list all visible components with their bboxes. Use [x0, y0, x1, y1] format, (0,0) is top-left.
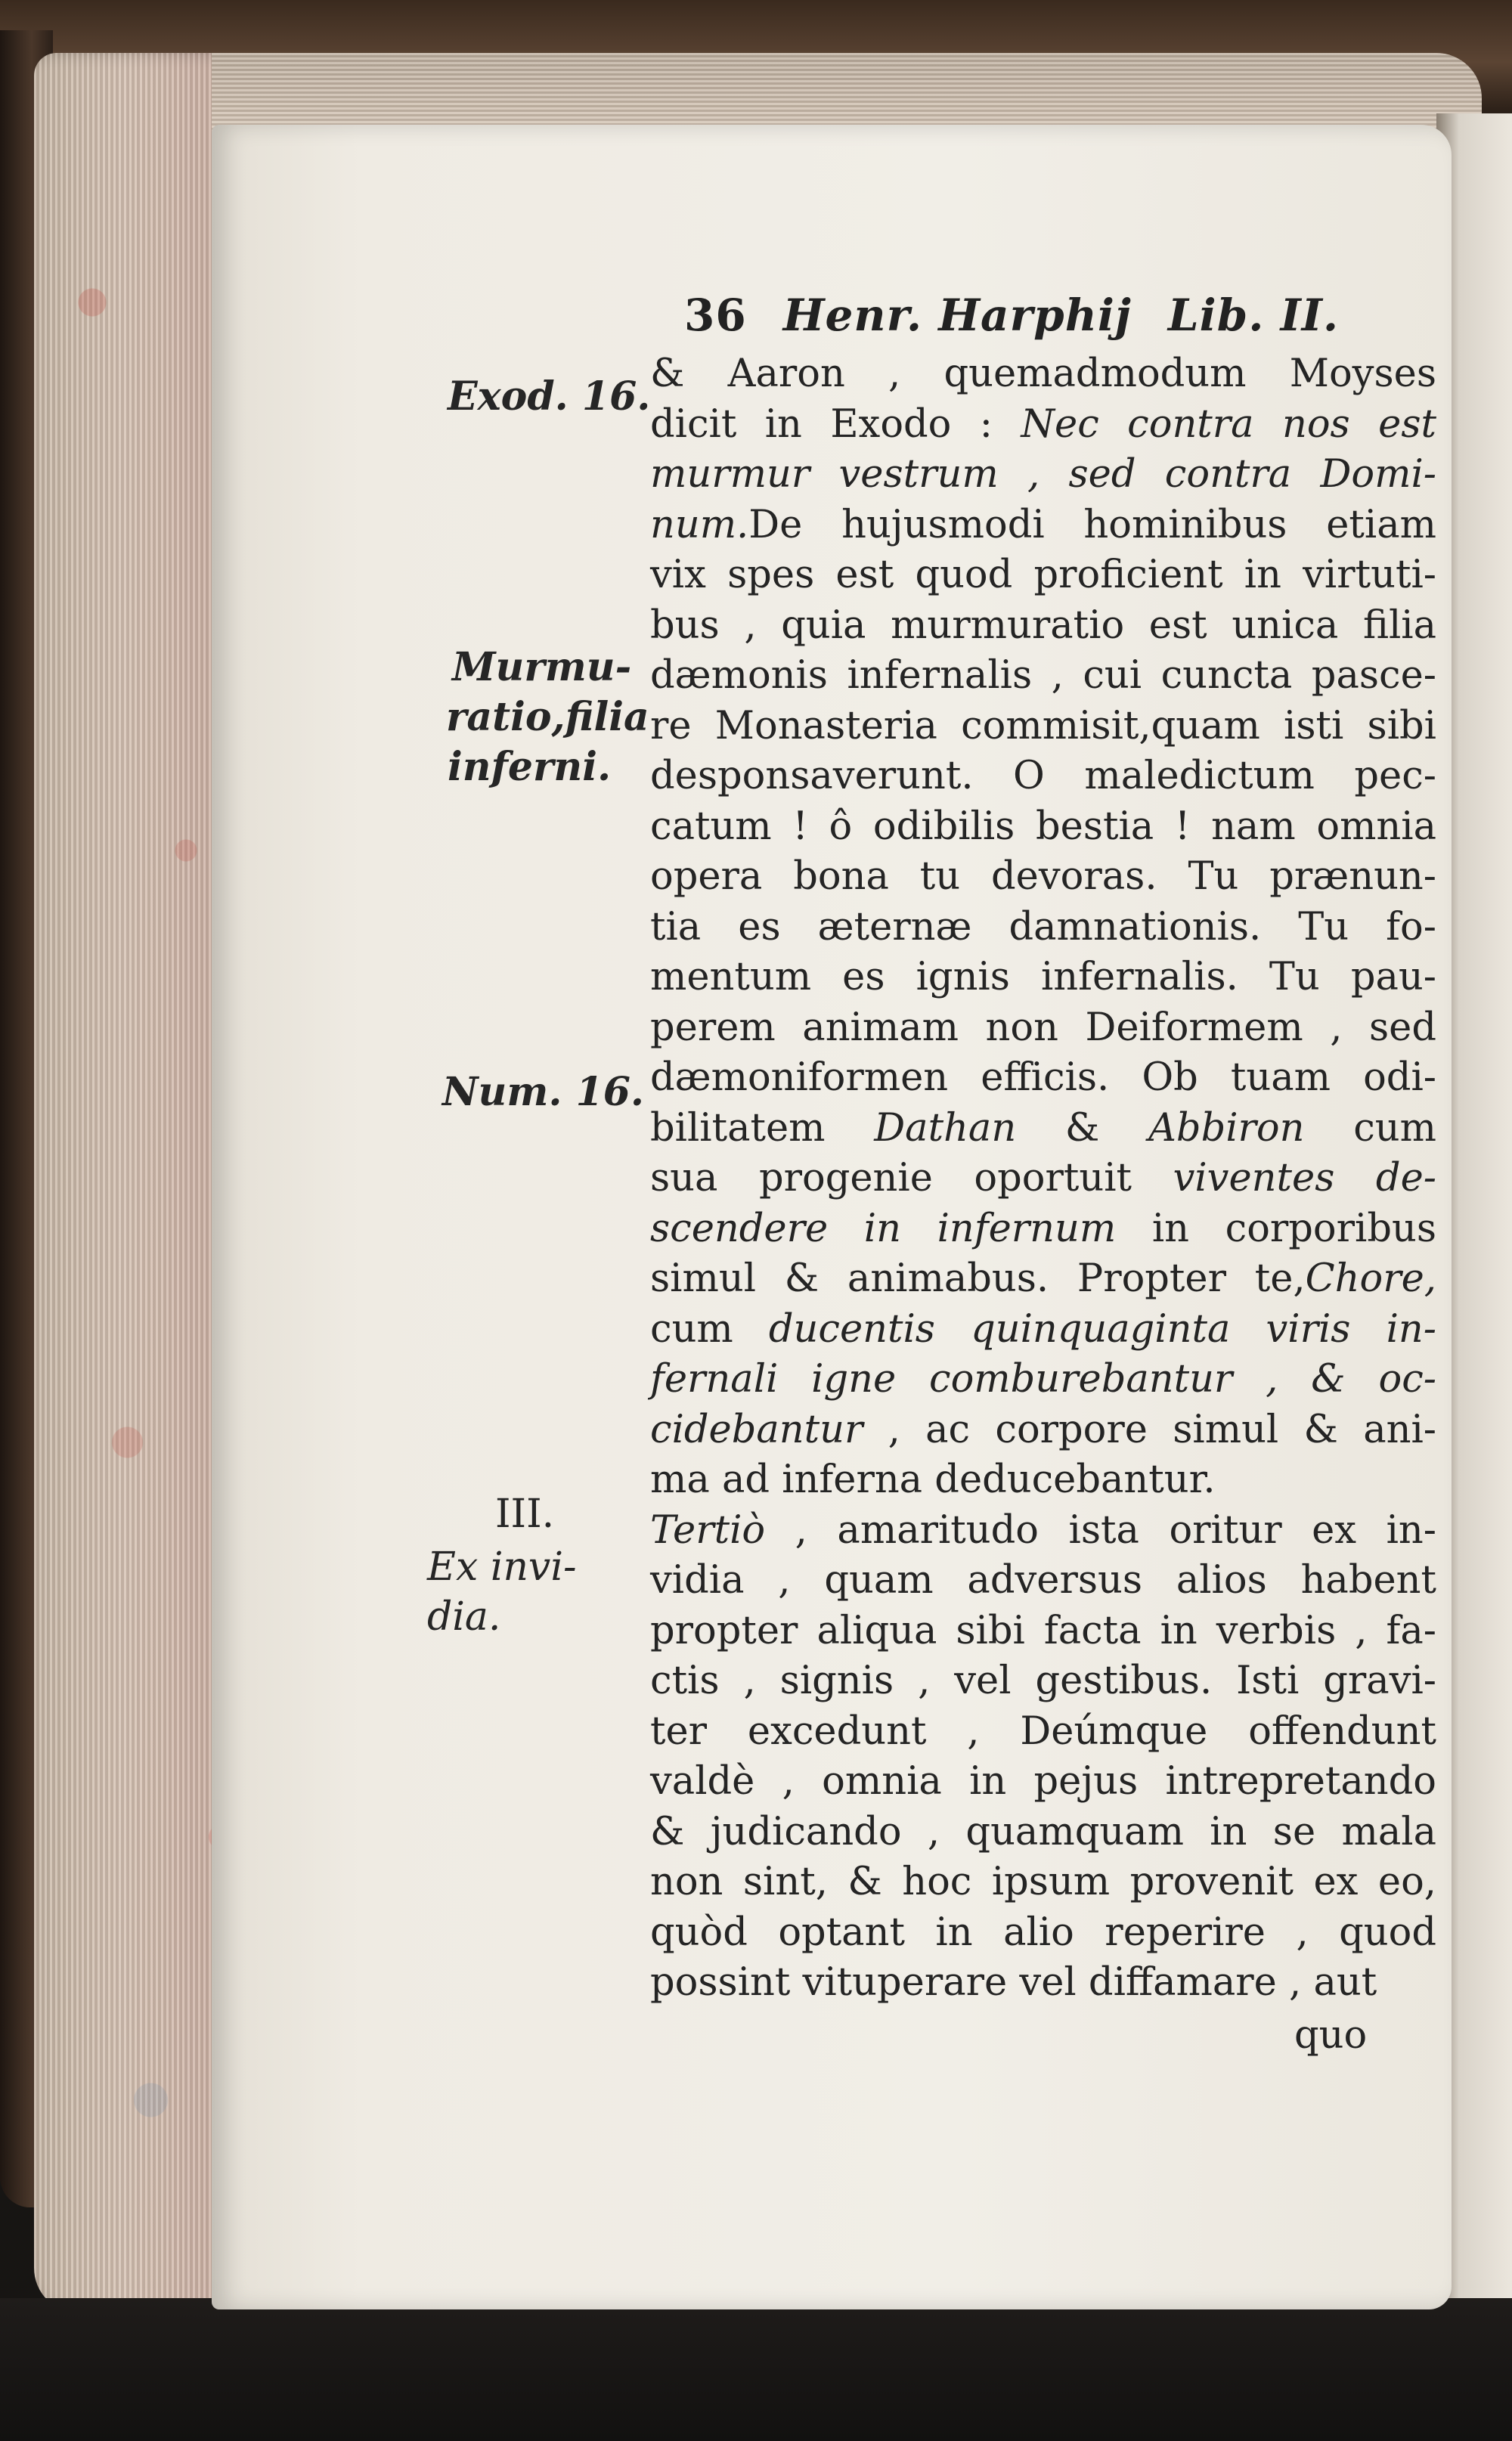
text-line: ma ad inferna deducebantur.: [650, 1457, 1216, 1502]
page-number: 36: [684, 290, 747, 341]
margin-note-invidia-line2: dia.: [427, 1594, 501, 1640]
text-line: num.De hujusmodi hominibus etiam: [650, 502, 1436, 547]
text-line: perem animam non Deiformem , sed: [650, 1005, 1436, 1050]
text-line: cidebantur , ac corpore simul & ani-: [650, 1407, 1436, 1452]
text-line: catum ! ô odibilis bestia ! nam omnia: [650, 804, 1436, 849]
text-line: cum ducentis quinquaginta viris in-: [650, 1306, 1436, 1352]
text-line: bus , quia murmuratio est unica filia: [650, 603, 1436, 648]
text-line: possint vituperare vel diffamare , aut: [650, 1960, 1377, 2005]
text-line: bilitatem Dathan & Abbiron cum: [650, 1105, 1436, 1151]
text-line: ctis , signis , vel gestibus. Isti gravi-: [650, 1659, 1436, 1703]
text-line: scendere in infernum in corporibus: [650, 1206, 1436, 1251]
text-line: simul & animabus. Propter te,Chore,: [650, 1256, 1436, 1301]
body-text: [650, 349, 1436, 2009]
text-line: opera bona tu devoras. Tu prænun-: [650, 854, 1436, 899]
text-line: & judicando , quamquam in se mala: [650, 1809, 1436, 1854]
text-line: dicit in Exodo : Nec contra nos est: [650, 401, 1436, 447]
text-line: vidia , quam adversus alios habent: [650, 1558, 1436, 1603]
text-line: valdè , omnia in pejus intrepretando: [650, 1759, 1436, 1804]
text-line: dæmonis infernalis , cui cuncta pasce-: [650, 653, 1436, 698]
text-line: dæmoniformen efficis. Ob tuam odi-: [650, 1055, 1436, 1100]
text-line: re Monasteria commisit,quam isti sibi: [650, 703, 1436, 748]
text-line: desponsaverunt. O maledictum pec-: [650, 754, 1436, 798]
margin-note-numeral-iii: III.: [495, 1492, 555, 1537]
margin-note-invidia-line1: Ex invi-: [427, 1544, 577, 1590]
running-head: [684, 290, 1380, 348]
catchword: quo: [1294, 2013, 1368, 2058]
text-line: non sint, & hoc ipsum provenit ex eo,: [650, 1860, 1436, 1904]
text-line: vix spes est quod proficient in virtuti-: [650, 553, 1436, 597]
text-line: ter excedunt , Deúmque offendunt: [650, 1708, 1436, 1754]
page-block-top: [212, 53, 1482, 136]
text-line: tia es æternæ damnationis. Tu fo-: [650, 904, 1436, 949]
margin-note-murmuratio-line2: ratio,filia: [446, 694, 649, 740]
margin-note-murmuratio-line3: inferni.: [448, 744, 612, 790]
text-line: & Aaron , quemadmodum Moyses: [650, 352, 1436, 396]
running-head-author: Henr. Harphij: [782, 290, 1132, 341]
text-line: fernali igne comburebantur , & oc-: [650, 1357, 1436, 1402]
margin-note-murmuratio-line1: Murmu-: [452, 644, 632, 690]
running-head-book: Lib. II.: [1167, 290, 1340, 341]
text-line: Tertiò , amaritudo ista oritur ex in-: [650, 1507, 1436, 1553]
text-line: mentum es ignis infernalis. Tu pau-: [650, 955, 1436, 999]
text-line: murmur vestrum , sed contra Domi-: [650, 452, 1436, 497]
background-surface: [0, 2298, 1512, 2441]
text-line: sua progenie oportuit viventes de-: [650, 1156, 1436, 1200]
margin-note-exodus: Exod. 16.: [448, 373, 651, 420]
text-line: propter aliqua sibi facta in verbis , fa-: [650, 1608, 1436, 1653]
text-line: quòd optant in alio reperire , quod: [650, 1910, 1436, 1955]
margin-note-numbers: Num. 16.: [442, 1069, 645, 1115]
